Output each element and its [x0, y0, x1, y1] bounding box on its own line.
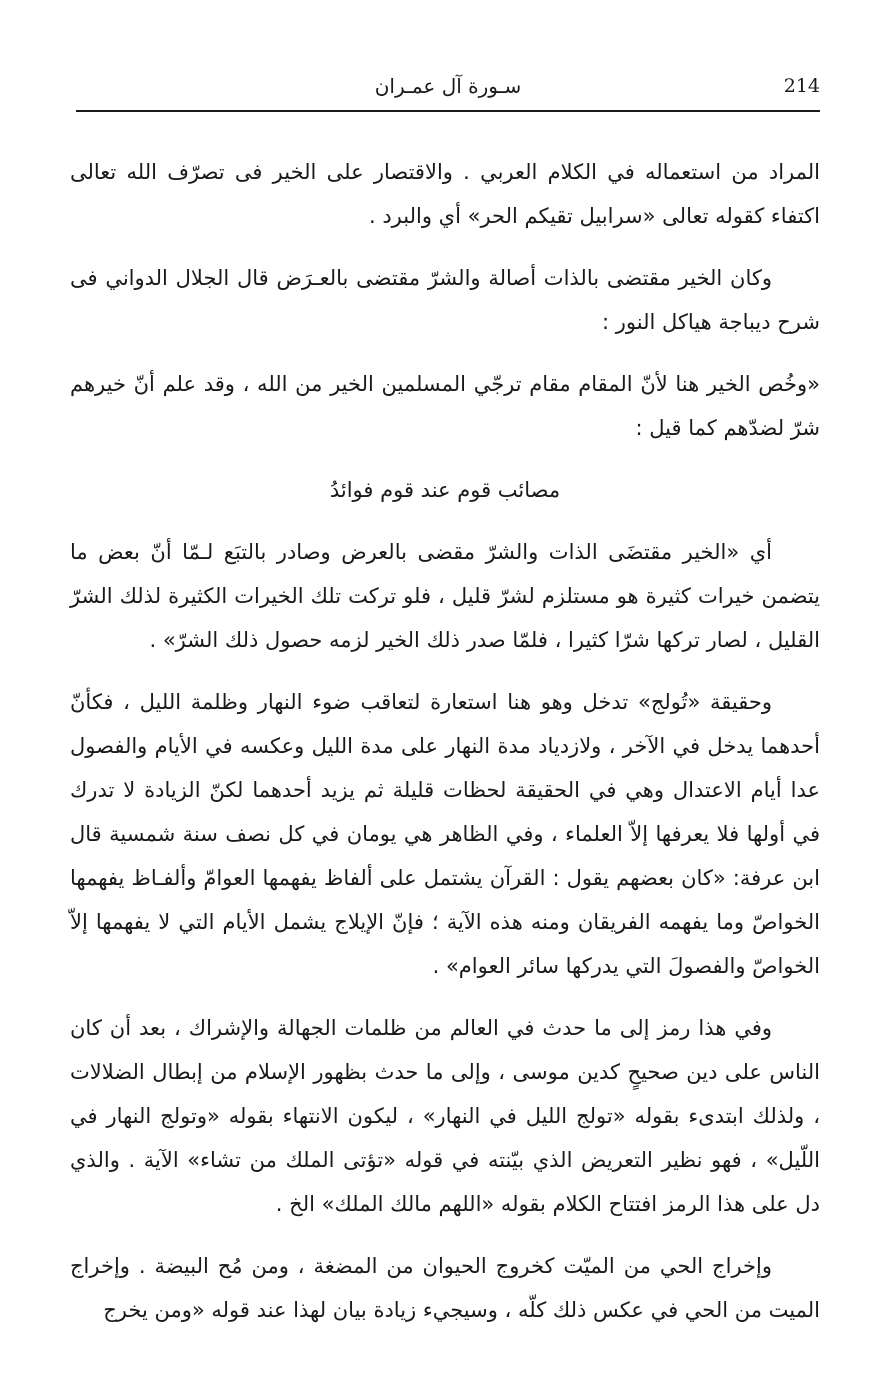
page-number: 214	[783, 75, 820, 97]
quotation: «وخُص الخير هنا لأنّ المقام مقام ترجّي المسلمين الخير من الله ، وقد علم أنّ خيرهم شرّ لضدّهم كما قيل :	[70, 372, 820, 440]
header-rule	[76, 110, 820, 112]
paragraph: وفي هذا رمز إلى ما حدث في العالم من ظلمات الجهالة والإشراك ، بعد أن كان الناس على دين صحيحٍ كدين موسى ، وإلى ما حدث بظهور الإسلام من إبطال الضلالات ، ولذلك ابتدىء بقوله «تولج الليل في النهار» ، ليكون الانتهاء بقوله «وتولج النهار في اللّيل» ، فهو نظير التعريض الذي بيّنته في قوله «تؤتى الملك من تشاء» الآية . والذي دل على هذا الرمز افتتاح الكلام بقوله «اللهم مالك الملك» الخ .	[70, 1016, 820, 1216]
paragraph: وحقيقة «تُولج» تدخل وهو هنا استعارة لتعاقب ضوء النهار وظلمة الليل ، فكأنّ أحدهما يدخل في الآخر ، ولازدياد مدة النهار على مدة الليل وعكسه في الأيام والفصول عدا أيام الاعتدال وهي في الحقيقة لحظات قليلة ثم يزيد أحدهما لكنّ الزيادة لا تدرك في أولها فلا يعرفها إلاّ العلماء ، وفي الظاهر هي يومان في كل نصف سنة شمسية قال ابن عرفة: «كان بعضهم يقول : القرآن يشتمل على ألفاظ يفهمها العوامّ وألفـاظ يفهمها الخواصّ وما يفهمه الفريقان ومنه هذه الآية ؛ فإنّ الإيلاج يشمل الأيام التي لا يفهمها إلاّ الخواصّ والفصولَ التي يدركها سائر العوام» .	[70, 690, 820, 978]
running-title: سـورة آل عمـران	[374, 74, 522, 98]
verse-line: مصائب قوم عند قوم فوائدُ	[329, 478, 561, 502]
page-body	[70, 150, 820, 1350]
paragraph: وإخراج الحي من الميّت كخروج الحيوان من المضغة ، ومن مُح البيضة . وإخراج الميت من الحي في عكس ذلك كلّه ، وسيجيء زيادة بيان لهذا عند قوله «ومن يخرج	[70, 1254, 820, 1322]
page-header	[76, 72, 820, 106]
paragraph: وكان الخير مقتضى بالذات أصالة والشرّ مقتضى بالعـرَض قال الجلال الدواني فى شرح ديباجة هياكل النور :	[70, 266, 820, 334]
paragraph: أي «الخير مقتضَى الذات والشرّ مقضى بالعرض وصادر بالتبَع لـمّا أنّ بعض ما يتضمن خيرات كثيرة هو مستلزم لشرّ قليل ، فلو تركت تلك الخيرات الكثيرة لذلك الشرّ القليل ، لصار تركها شرّا كثيرا ، فلمّا صدر ذلك الخير لزمه حصول ذلك الشرّ» .	[70, 540, 820, 652]
paragraph-continuation: المراد من استعماله في الكلام العربي . والاقتصار على الخير فى تصرّف الله تعالى اكتفاء كقوله تعالى «سرابيل تقيكم الحر» أي والبرد .	[70, 160, 820, 228]
